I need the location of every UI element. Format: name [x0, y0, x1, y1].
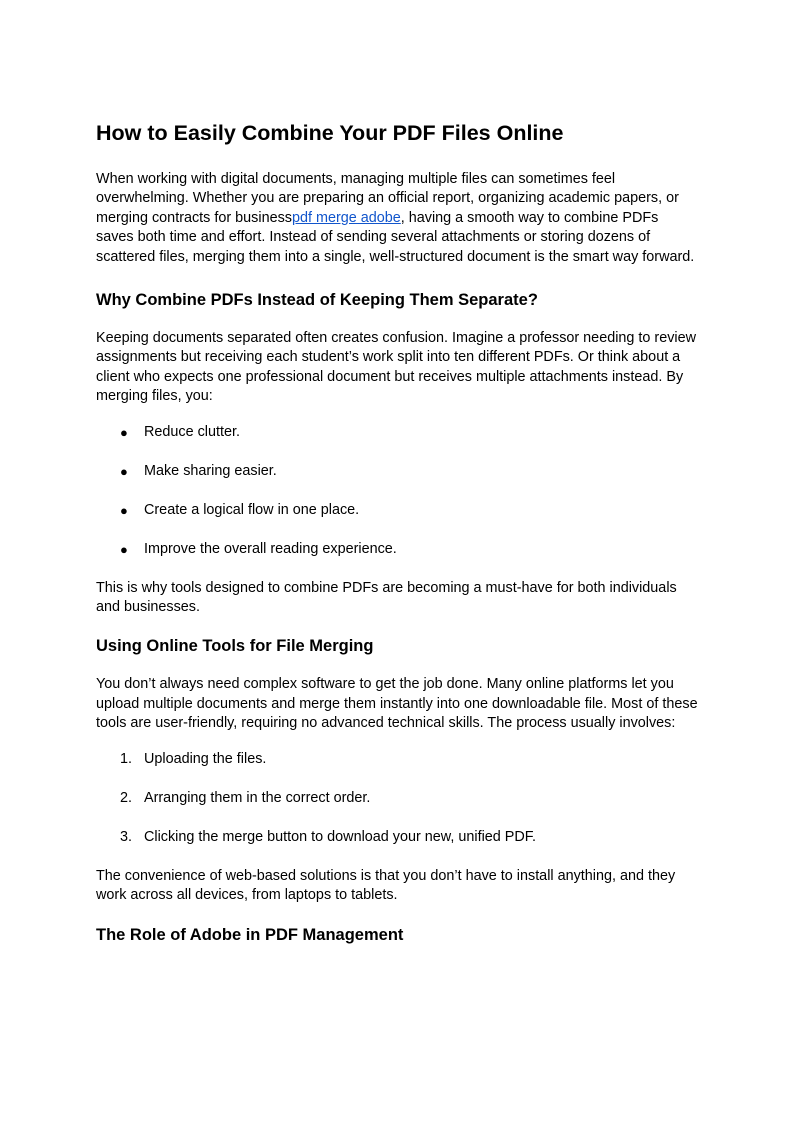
pdf-merge-adobe-link[interactable]: pdf merge adobe [291, 209, 401, 226]
page-title: How to Easily Combine Your PDF Files Online [96, 121, 564, 145]
intro-paragraph [96, 170, 699, 267]
list-item [96, 501, 699, 520]
online-tools-closing: The convenience of web-based solutions is that you don’t have to install anything, and they work across all devices, from laptops to tablets. [96, 867, 676, 904]
bullet-icon: ● [120, 463, 128, 479]
list-item [96, 789, 699, 808]
list-item-text: Arranging them in the correct order. [144, 789, 371, 806]
online-tools-paragraph: You don’t always need complex software to get the job done. Many online platforms let you upload multiple documents and merge them instantly into one downloadable file. Most of these tools are user-friendly, requiring no advanced technical skills. The process usually involves: [96, 676, 698, 732]
bullet-icon: ● [120, 424, 128, 440]
step-number: 1. [120, 750, 133, 767]
list-item-text: Create a logical flow in one place. [144, 501, 360, 518]
list-item-text: Make sharing easier. [144, 462, 277, 479]
step-number: 2. [120, 789, 133, 806]
why-combine-closing: This is why tools designed to combine PDFs are becoming a must-have for both individuals and businesses. [96, 579, 677, 616]
section-heading-why-combine: Why Combine PDFs Instead of Keeping Them Separate? [96, 291, 538, 310]
intro-text-before-link: When working with digital documents, managing multiple files can sometimes feel overwhelming. Whether you are preparing an official report, organizing academic papers, or merging contracts for business [96, 171, 679, 226]
list-item [96, 828, 699, 847]
section-heading-online-tools: Using Online Tools for File Merging [96, 637, 374, 656]
list-item-text: Uploading the files. [144, 750, 267, 767]
list-item [96, 540, 699, 559]
list-item-text: Improve the overall reading experience. [144, 540, 397, 557]
list-item [96, 423, 699, 442]
why-combine-paragraph: Keeping documents separated often creates confusion. Imagine a professor needing to review assignments but receiving each student’s work split into ten different PDFs. Or think about a client who expects one professional document but receives multiple attachments instead. By merging files, you: [96, 330, 696, 405]
list-item [96, 462, 699, 481]
bullet-icon: ● [120, 541, 128, 557]
section-heading-adobe-role: The Role of Adobe in PDF Management [96, 925, 404, 944]
intro-text-after-link: , having a smooth way to combine PDFs saves both time and effort. Instead of sending several attachments or storing dozens of scattered files, merging them into a single, well-structured document is the smart way forward. [96, 209, 695, 265]
merge-steps-list [96, 750, 699, 847]
list-item-text: Reduce clutter. [144, 423, 240, 440]
benefits-list [96, 423, 699, 559]
step-number: 3. [120, 828, 133, 845]
bullet-icon: ● [120, 502, 128, 518]
list-item [96, 750, 699, 769]
list-item-text: Clicking the merge button to download your new, unified PDF. [144, 828, 536, 845]
